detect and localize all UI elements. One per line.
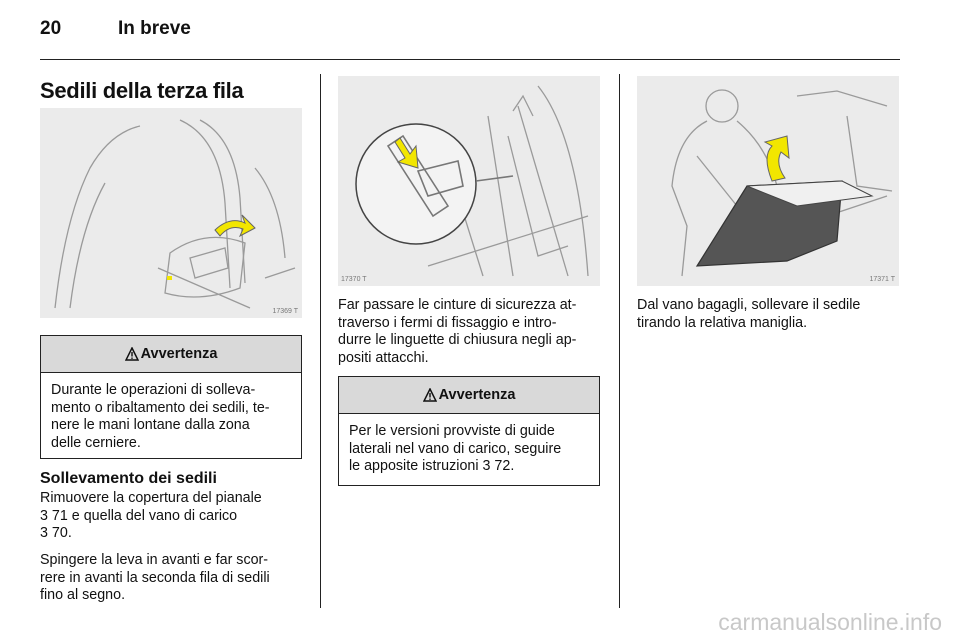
header-divider <box>40 59 900 60</box>
section-title: Sedili della terza fila <box>40 78 244 103</box>
warning-box-2 <box>338 376 600 486</box>
warning-triangle-icon <box>423 388 437 402</box>
lift-paragraph: Dal vano bagagli, sollevare il sedile tirando la relativa maniglia. <box>637 297 861 331</box>
raising-paragraph-2: Spingere la leva in avanti e far scor- rere in avanti la seconda fila di sedili fino al segno. <box>40 552 270 603</box>
column-divider-2 <box>619 74 620 608</box>
warning-text: Per le versioni provviste di guide laterali nel vano di carico, seguire le apposite istruzioni 3 72. <box>349 423 562 474</box>
column-divider-1 <box>320 74 321 608</box>
yellow-arrow-icon <box>765 136 789 181</box>
warning-box-1 <box>40 335 302 459</box>
warning-header <box>41 336 301 373</box>
figure-seat-lever <box>40 108 302 318</box>
warning-header <box>339 377 599 414</box>
page-number: 20 <box>40 18 62 39</box>
watermark: carmanualsonline.info <box>718 609 942 635</box>
warning-triangle-icon <box>125 347 139 361</box>
figure-code: 17370 T <box>341 276 367 283</box>
raising-paragraph-1: Rimuovere la copertura del pianale 3 71 e quella del vano di carico 3 70. <box>40 490 262 541</box>
warning-text: Durante le operazioni di solleva- mento o ribaltamento dei sedili, te- nere le mani lontane dalla zona delle cerniere. <box>51 382 270 451</box>
yellow-arrow-icon <box>215 215 255 236</box>
belt-paragraph: Far passare le cinture di sicurezza at- traverso i fermi di fissaggio e intro- durre le linguette di chiusura negli ap- positi attacchi. <box>338 297 577 366</box>
page-header-title: In breve <box>118 18 191 39</box>
warning-title: Avvertenza <box>140 346 218 362</box>
figure-code: 17371 T <box>869 276 895 283</box>
figure-seat-belt <box>338 76 600 286</box>
figure-code: 17369 T <box>272 308 298 315</box>
subsection-title: Sollevamento dei sedili <box>40 470 217 487</box>
figure-lift-seat <box>637 76 899 286</box>
detail-circle <box>356 124 476 244</box>
warning-title: Avvertenza <box>438 387 516 403</box>
